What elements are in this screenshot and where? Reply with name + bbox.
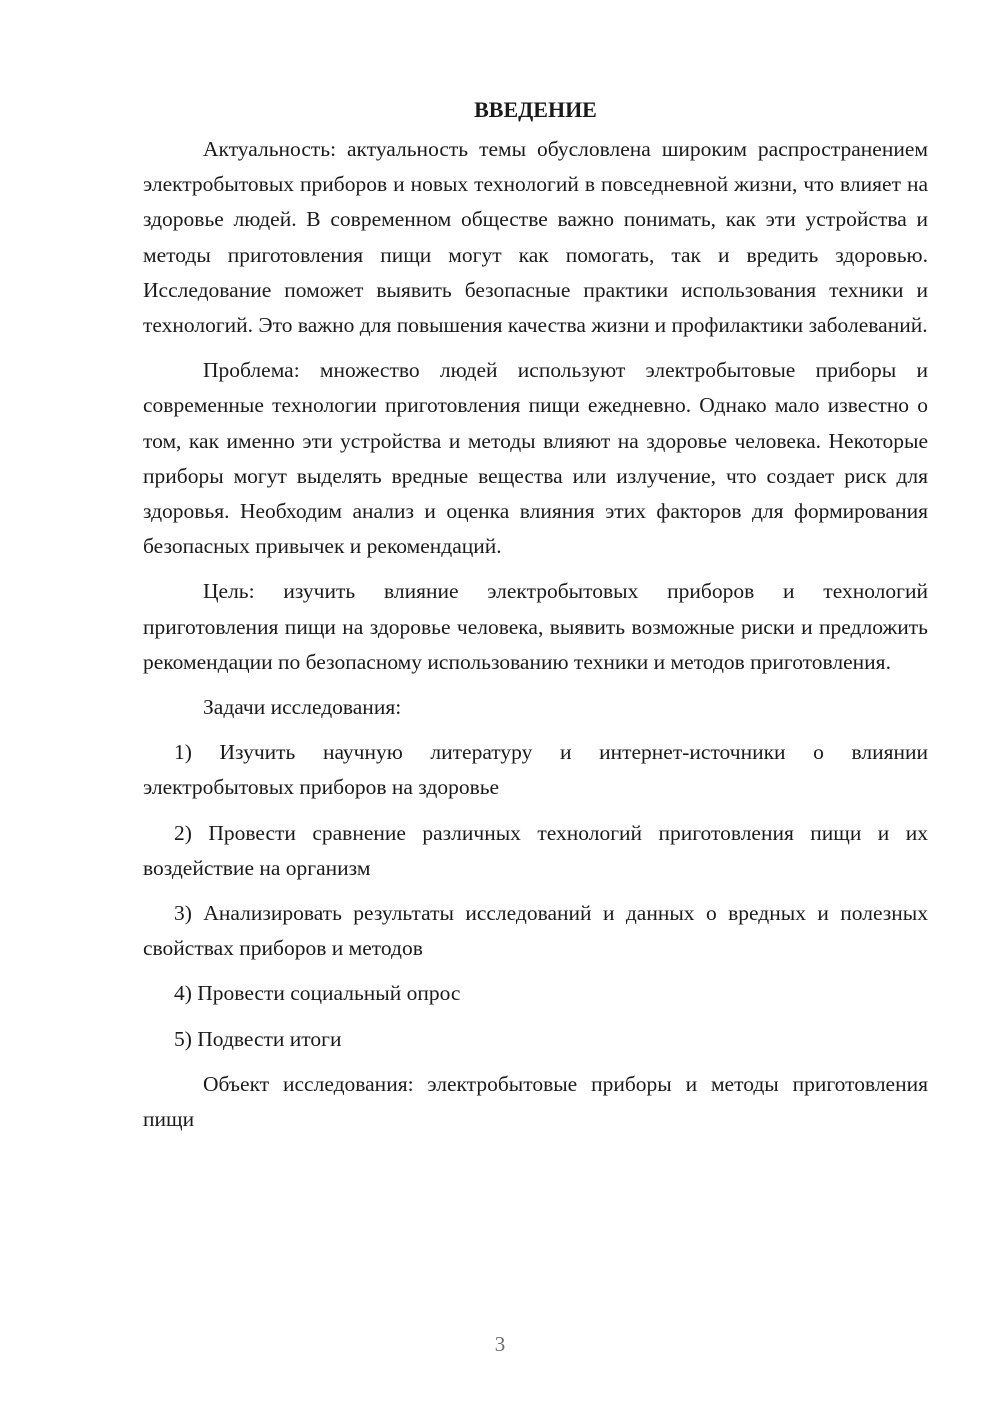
goal-paragraph: Цель: изучить влияние электробытовых приборов и технологий приготовления пищи на здоровье человека, выявить возможные риски и предложить рекомендации по безопасному использованию техники и методов приготовления. [143,579,928,674]
task-item: 2) Провести сравнение различных технологий приготовления пищи и их воздействие на организм [143,820,928,880]
task-item: 3) Анализировать результаты исследований и данных о вредных и полезных свойствах приборов и методов [143,901,928,961]
problem-paragraph: Проблема: множество людей используют электробытовые приборы и современные технологии приготовления пищи ежедневно. Однако мало известно о том, как именно эти устройства и методы влияют на здоровье человека. Некоторые приборы могут выделять вредные вещества или излучение, что создает риск для здоровья. Необходим анализ и оценка влияния этих факторов для формирования безопасных привычек и рекомендаций. [143,358,928,559]
section-title: ВВЕДЕНИЕ [474,97,597,122]
relevance-paragraph: Актуальность: актуальность темы обусловлена широким распространением электробытовых приборов и новых технологий в повседневной жизни, что влияет на здоровье людей. В современном обществе важно понимать, как эти устройства и методы приготовления пищи могут как помогать, так и вредить здоровью. Исследование поможет выявить безопасные практики использования техники и технологий. Это важно для повышения качества жизни и профилактики заболеваний. [143,137,928,338]
page-number: 3 [494,1332,506,1356]
document-page [143,92,928,1147]
task-item: 1) Изучить научную литературу и интернет-источники о влиянии электробытовых приборов на здоровье [143,740,928,800]
tasks-heading: Задачи исследования: [203,695,402,720]
task-item: 4) Провести социальный опрос [174,981,461,1006]
object-paragraph: Объект исследования: электробытовые приборы и методы приготовления пищи [143,1071,928,1132]
task-item: 5) Подвести итоги [174,1026,342,1051]
